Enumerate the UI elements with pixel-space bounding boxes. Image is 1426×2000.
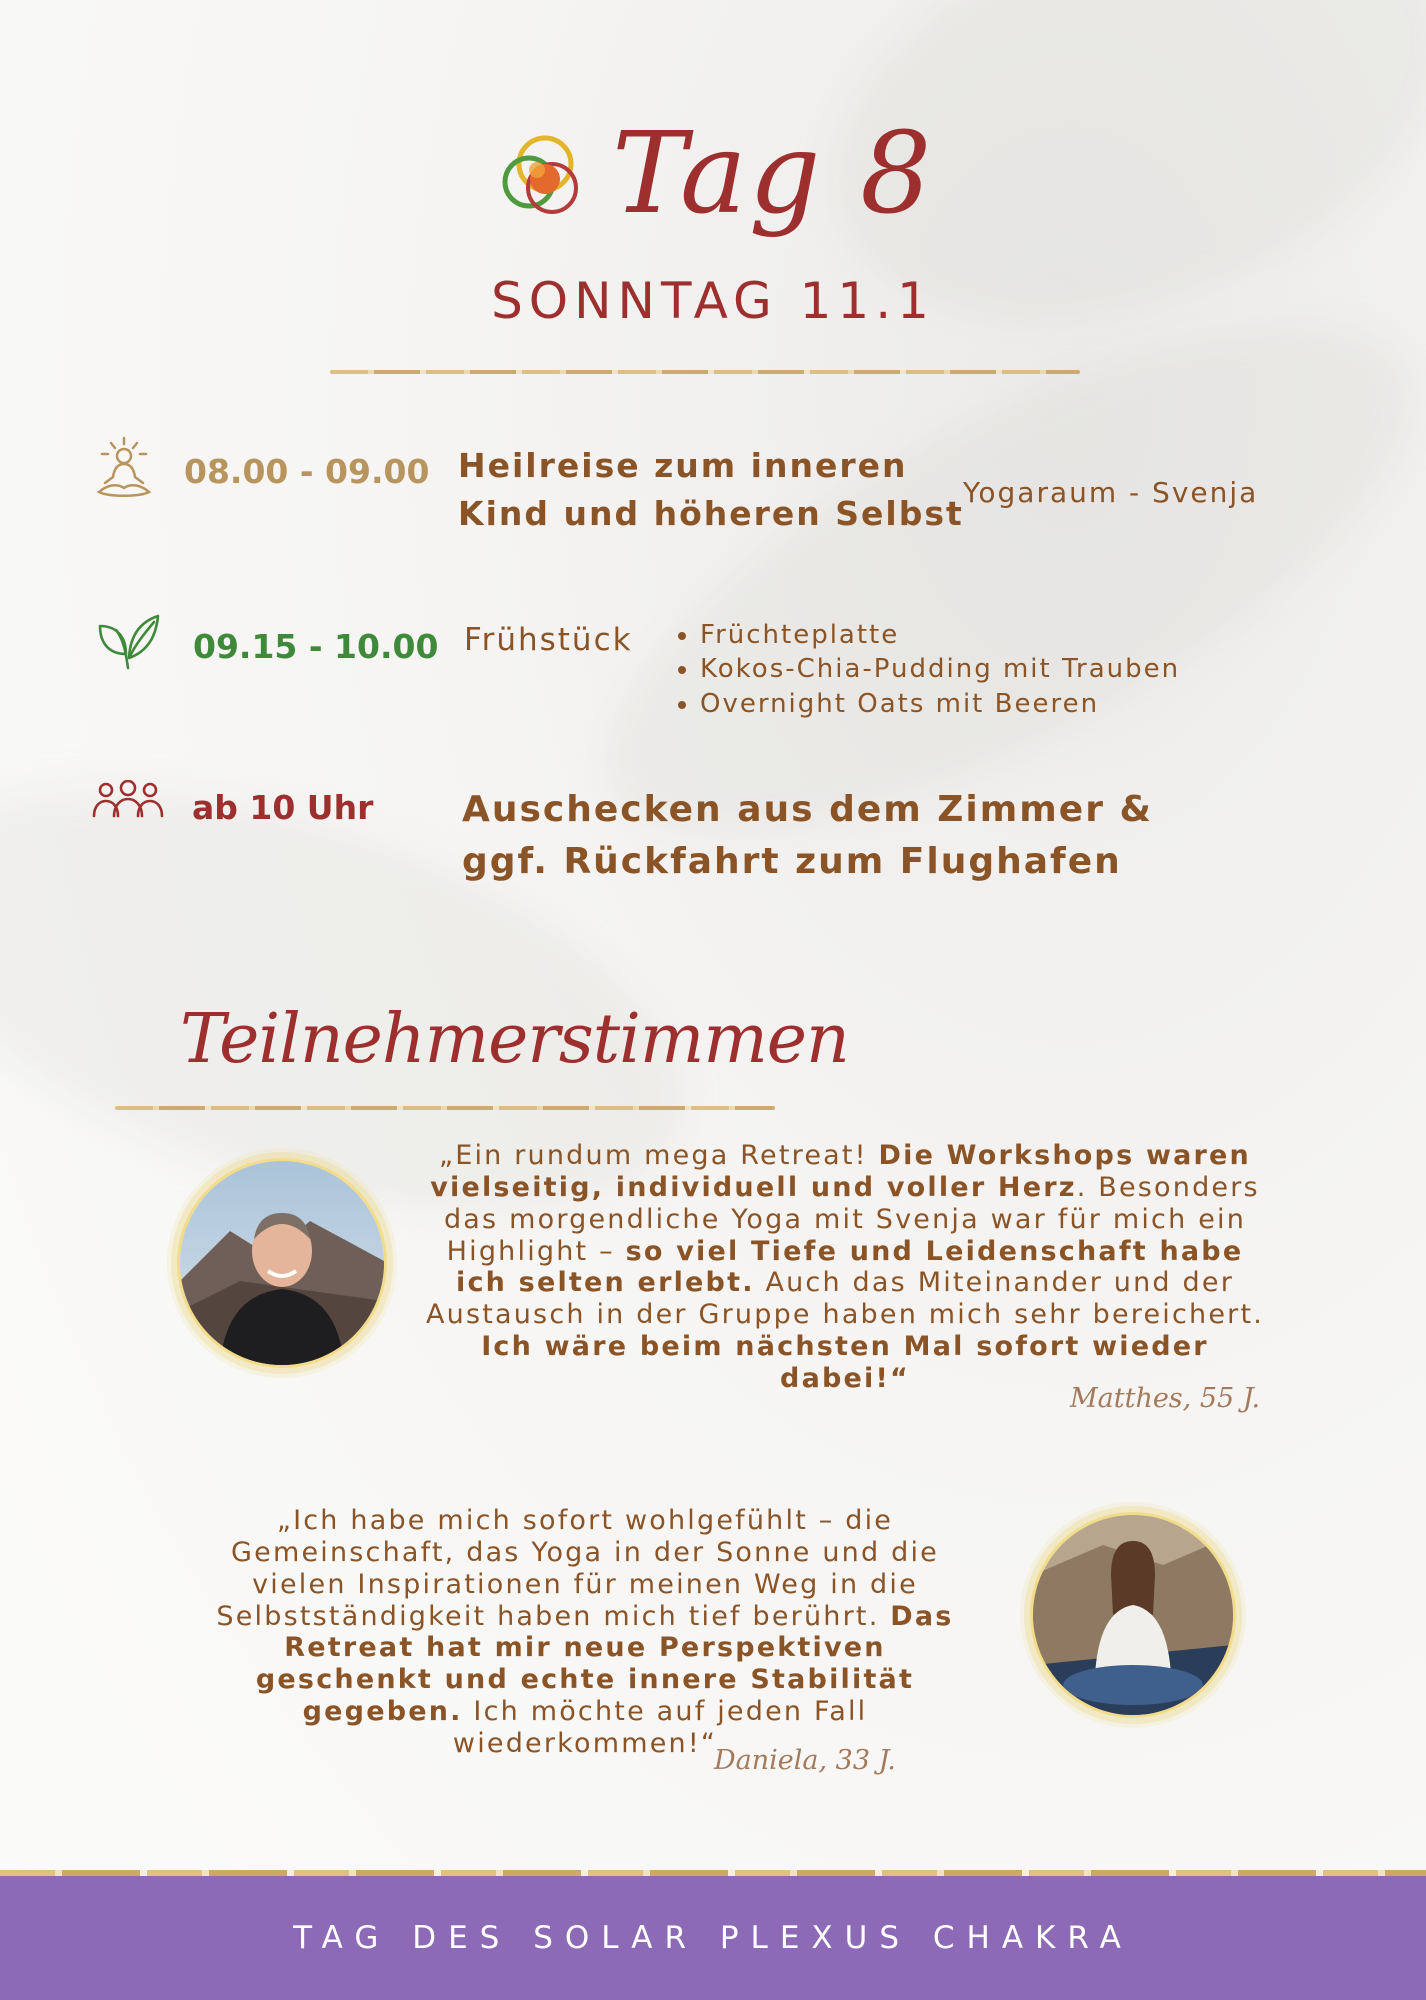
quote-segment: „Ein rundum mega Retreat! xyxy=(439,1140,879,1171)
list-item: • Kokos-Chia-Pudding mit Trauben xyxy=(700,652,1180,686)
quote-segment: Auch das Miteinander und der Austausch in der Gruppe haben mich sehr bereichert. xyxy=(425,1267,1265,1331)
footer-text: TAG DES SOLAR PLEXUS CHAKRA xyxy=(293,1920,1133,1956)
quote-segment: Ich möchte auf jeden Fall wiederkommen!“ xyxy=(452,1696,868,1760)
schedule-title-line: ggf. Rückfahrt zum Flughafen xyxy=(462,841,1122,883)
quote-segment: so viel Tiefe und Leidenschaft habe ich selten erlebt. xyxy=(456,1235,1244,1299)
schedule-title xyxy=(462,784,1153,888)
schedule-title-line: Heilreise zum inneren xyxy=(458,446,908,485)
schedule-title xyxy=(458,442,964,538)
testimonial-author: Matthes, 55 J. xyxy=(1070,1383,1261,1414)
schedule-title-line: Kind und höheren Selbst xyxy=(458,493,964,533)
group-icon xyxy=(92,780,164,822)
schedule-location: Yogaraum - Svenja xyxy=(963,476,1259,509)
quote-segment: „Ich habe mich sofort wohlgefühlt – die Gemeinschaft, das Yoga in der Sonne und die vielen Inspirationen für meinen Weg in die Selbstständigkeit haben mich tief berührt. xyxy=(216,1505,939,1632)
schedule-time: 09.15 - 10.00 xyxy=(193,627,439,666)
schedule-title: Frühstück xyxy=(464,622,633,658)
footer-banner xyxy=(0,1876,1426,2000)
leaf-icon xyxy=(96,610,162,672)
man-portrait-icon xyxy=(180,1161,384,1365)
testimonial-quote xyxy=(420,1140,1270,1395)
schedule-time: 08.00 - 09.00 xyxy=(184,452,430,491)
schedule-time: ab 10 Uhr xyxy=(192,788,374,827)
testimonials-divider xyxy=(115,1106,775,1110)
page-subtitle: SONNTAG 11.1 xyxy=(491,272,935,330)
testimonial-photo-daniela xyxy=(1030,1512,1236,1718)
chakra-logo-icon xyxy=(497,132,589,224)
testimonial-photo-matthes xyxy=(177,1158,387,1368)
quote-segment: . Besonders das morgendliche Yoga mit Svenja war für mich ein Highlight – xyxy=(443,1171,1260,1267)
quote-segment: Das Retreat hat mir neue Perspektiven geschenkt und echte innere Stabilität gegeben. xyxy=(255,1600,954,1728)
quote-segment: Ich wäre beim nächsten Mal sofort wieder dabei!“ xyxy=(481,1331,1209,1395)
meditation-icon xyxy=(93,436,155,500)
list-item: • Overnight Oats mit Beeren xyxy=(700,687,1180,721)
testimonial-quote xyxy=(190,1505,980,1760)
testimonial-author: Daniela, 33 J. xyxy=(714,1745,896,1776)
page-title: Tag 8 xyxy=(612,109,934,239)
woman-portrait-icon xyxy=(1033,1515,1233,1715)
testimonials-title: Teilnehmerstimmen xyxy=(180,1000,849,1079)
list-item: • Früchteplatte xyxy=(700,618,1180,652)
schedule-title-line: Auschecken aus dem Zimmer & xyxy=(462,789,1153,830)
title-divider xyxy=(330,370,1080,374)
quote-segment: Die Workshops waren vielseitig, individuell und voller Herz xyxy=(430,1140,1251,1203)
menu-list xyxy=(664,618,1180,721)
